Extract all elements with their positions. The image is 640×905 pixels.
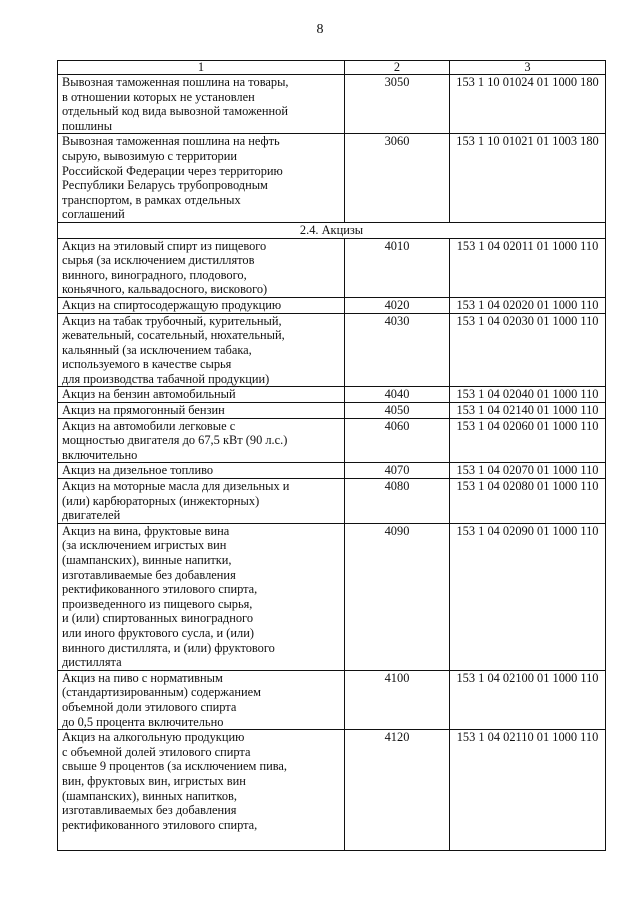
row-kbk: 153 1 04 02040 01 1000 110 — [450, 387, 606, 403]
row-kbk: 153 1 04 02100 01 1000 110 — [450, 670, 606, 729]
table-row — [58, 523, 606, 670]
row-code: 3060 — [345, 134, 450, 223]
codes-table — [57, 60, 606, 851]
row-name: Акциз на вина, фруктовые вина (за исключением игристых вин (шампанских), винные напитки, изготавливаемые без добавления ректификованного этилового спирта, произведенного из пищевого сырья, и (или) спиртованных виноградного или иного фруктового сусла, и (или) винного дистиллята, и (или) фруктового дистиллята — [58, 523, 345, 670]
header-col-1: 1 — [58, 61, 345, 75]
row-code: 4090 — [345, 523, 450, 670]
table-row — [58, 75, 606, 134]
table-row — [58, 297, 606, 313]
row-kbk: 153 1 04 02030 01 1000 110 — [450, 313, 606, 387]
table-row — [58, 387, 606, 403]
header-col-3: 3 — [450, 61, 606, 75]
table-row — [58, 479, 606, 524]
row-name: Акциз на автомобили легковые с мощностью двигателя до 67,5 кВт (90 л.с.) включительно — [58, 418, 345, 463]
row-name: Акциз на алкогольную продукцию с объемной долей этилового спирта свыше 9 процентов (за исключением пива, вин, фруктовых вин, игристых вин (шампанских), винных напитков, изготавливаемых без добавления ректификованного этилового спирта, — [58, 730, 345, 851]
row-name: Вывозная таможенная пошлина на товары, в отношении которых не установлен отдельный код вида вывозной таможенной пошлины — [58, 75, 345, 134]
header-row — [58, 61, 606, 75]
page-number: 8 — [316, 22, 324, 37]
row-kbk: 153 1 04 02060 01 1000 110 — [450, 418, 606, 463]
row-kbk: 153 1 04 02110 01 1000 110 — [450, 730, 606, 851]
row-code: 4080 — [345, 479, 450, 524]
row-code: 4070 — [345, 463, 450, 479]
header-col-2: 2 — [345, 61, 450, 75]
row-code: 4060 — [345, 418, 450, 463]
table-row — [58, 730, 606, 851]
section-title: 2.4. Акцизы — [58, 222, 606, 238]
row-kbk: 153 1 04 02011 01 1000 110 — [450, 238, 606, 297]
row-name: Вывозная таможенная пошлина на нефть сырую, вывозимую с территории Российской Федерации через территорию Республики Беларусь трубопроводным транспортом, в рамках отдельных соглашений — [58, 134, 345, 223]
row-name: Акциз на прямогонный бензин — [58, 403, 345, 419]
table-row — [58, 238, 606, 297]
row-kbk: 153 1 10 01021 01 1003 180 — [450, 134, 606, 223]
table-row — [58, 463, 606, 479]
row-name: Акциз на дизельное топливо — [58, 463, 345, 479]
row-code: 4030 — [345, 313, 450, 387]
row-name: Акциз на спиртосодержащую продукцию — [58, 297, 345, 313]
row-code: 3050 — [345, 75, 450, 134]
row-code: 4100 — [345, 670, 450, 729]
row-name: Акциз на моторные масла для дизельных и (или) карбюраторных (инжекторных) двигателей — [58, 479, 345, 524]
row-name: Акциз на табак трубочный, курительный, жевательный, сосательный, нюхательный, кальянный (за исключением табака, используемого в качестве сырья для производства табачной продукции) — [58, 313, 345, 387]
row-kbk: 153 1 04 02080 01 1000 110 — [450, 479, 606, 524]
row-kbk: 153 1 10 01024 01 1000 180 — [450, 75, 606, 134]
row-kbk: 153 1 04 02140 01 1000 110 — [450, 403, 606, 419]
table-row — [58, 313, 606, 387]
row-code: 4120 — [345, 730, 450, 851]
row-kbk: 153 1 04 02020 01 1000 110 — [450, 297, 606, 313]
table-row — [58, 134, 606, 223]
row-code: 4020 — [345, 297, 450, 313]
table-row — [58, 670, 606, 729]
row-kbk: 153 1 04 02090 01 1000 110 — [450, 523, 606, 670]
table-row — [58, 403, 606, 419]
row-kbk: 153 1 04 02070 01 1000 110 — [450, 463, 606, 479]
row-code: 4040 — [345, 387, 450, 403]
row-name: Акциз на бензин автомобильный — [58, 387, 345, 403]
section-row — [58, 222, 606, 238]
row-name: Акциз на этиловый спирт из пищевого сырья (за исключением дистиллятов винного, виноградного, плодового, коньячного, кальвадосного, вискового) — [58, 238, 345, 297]
table-row — [58, 418, 606, 463]
row-name: Акциз на пиво с нормативным (стандартизированным) содержанием объемной доли этилового спирта до 0,5 процента включительно — [58, 670, 345, 729]
row-code: 4010 — [345, 238, 450, 297]
row-code: 4050 — [345, 403, 450, 419]
